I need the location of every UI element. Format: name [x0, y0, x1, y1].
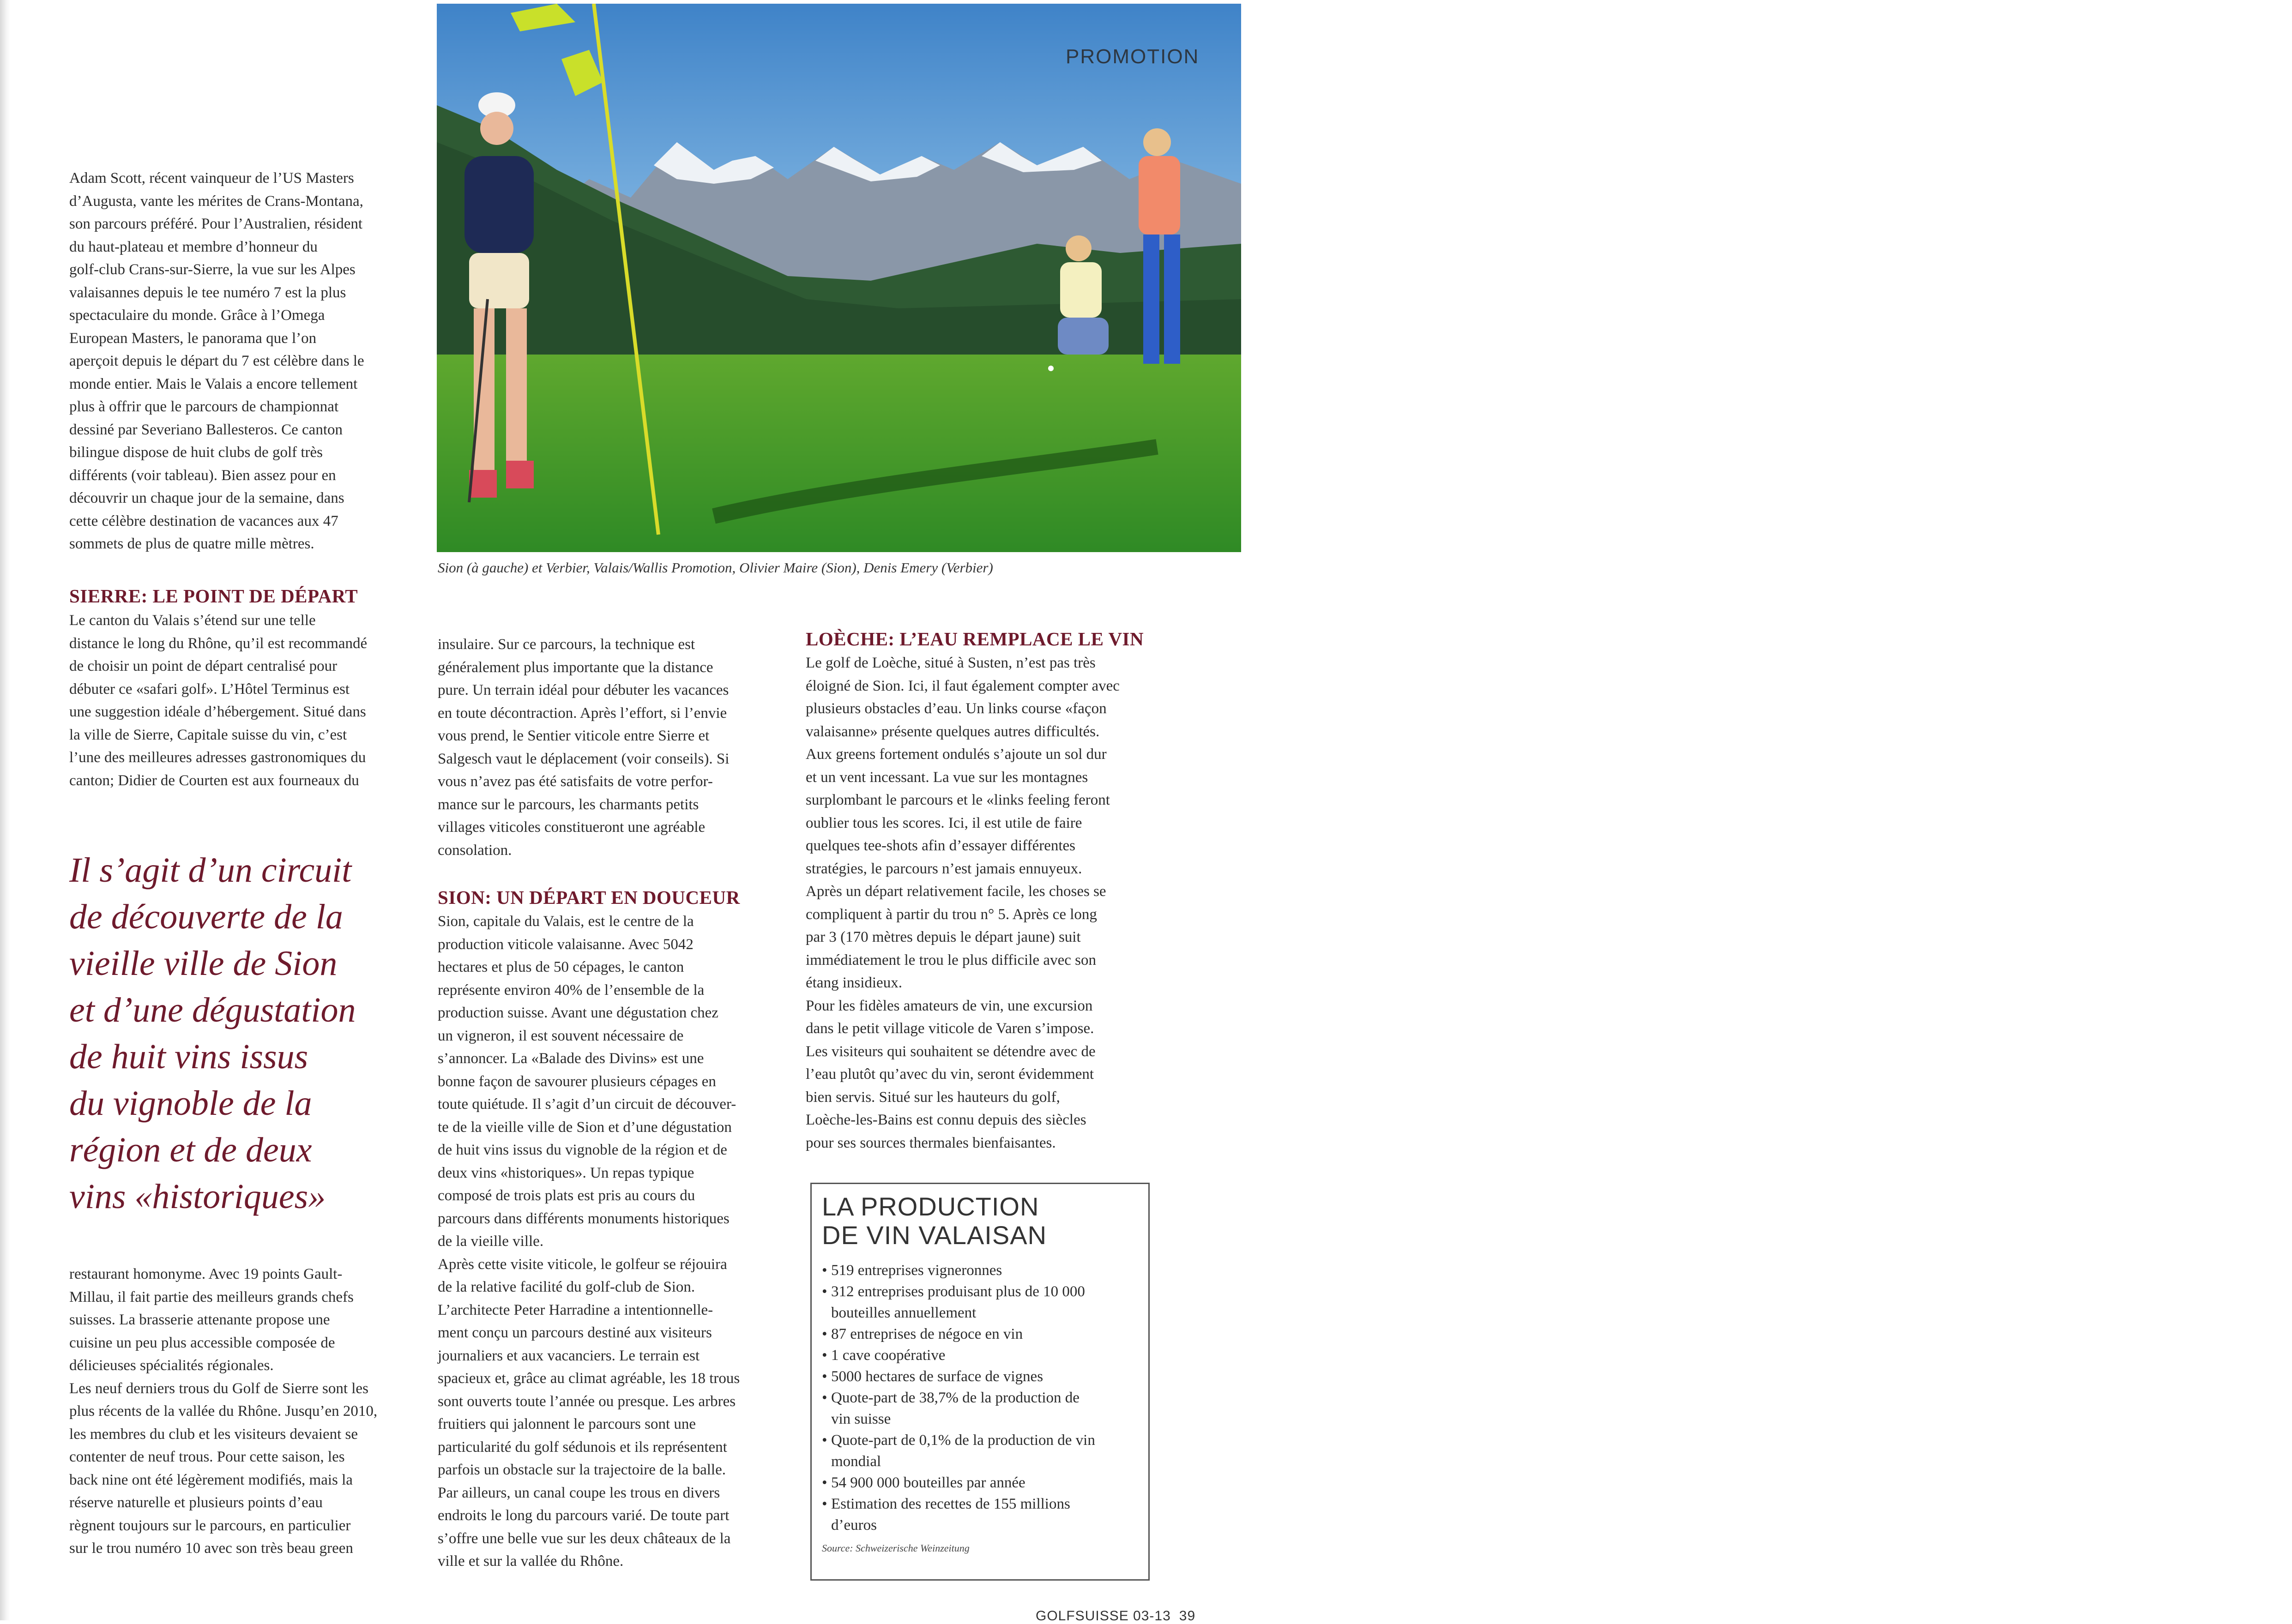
box-list-item: [822, 1323, 1138, 1345]
box-list-item: [822, 1472, 1138, 1493]
box-list-item-line: mondial: [831, 1453, 881, 1470]
text-line: cette célèbre destination de vacances aux 47: [69, 512, 338, 529]
box-list-item-line: • Estimation des recettes de 155 millions: [831, 1496, 1070, 1512]
box-list-item: [822, 1345, 1138, 1366]
text-line: bilingue dispose de huit clubs de golf très: [69, 444, 323, 461]
text-line: immédiatement le trou le plus difficile avec son: [806, 951, 1096, 968]
box-list-item-line: • Quote-part de 38,7% de la production de: [831, 1389, 1080, 1406]
text-line: découvrir un chaque jour de la semaine, dans: [69, 490, 344, 506]
pull-quote: [69, 847, 420, 1220]
text-line: L’architecte Peter Harradine a intentionnelle-: [438, 1301, 713, 1318]
text-line: distance le long du Rhône, qu’il est recommandé: [69, 635, 368, 652]
text-line: pour ses sources thermales bienfaisantes.: [806, 1134, 1056, 1151]
text-line: délicieuses spécialités régionales.: [69, 1357, 274, 1374]
text-line: de choisir un point de départ centralisé pour: [69, 658, 338, 674]
text-line: ville et sur la vallée du Rhône.: [438, 1553, 624, 1570]
box-list-item: [822, 1430, 1138, 1472]
wine-production-box: [810, 1183, 1150, 1581]
sierre-paragraph: [69, 609, 420, 792]
text-line: règnent toujours sur le parcours, en particulier: [69, 1517, 351, 1534]
box-list-item-line: • Quote-part de 0,1% de la production de vin: [831, 1432, 1095, 1449]
text-line: canton; Didier de Courten est aux fourneaux du: [69, 772, 359, 789]
pull-quote-line: vieille ville de Sion: [69, 944, 338, 983]
box-list-item-line: vin suisse: [831, 1411, 891, 1427]
text-line: par 3 (170 mètres depuis le départ jaune) suit: [806, 929, 1081, 945]
text-line: Pour les fidèles amateurs de vin, une excursion: [806, 997, 1093, 1014]
box-title-line: DE VIN VALAISAN: [822, 1221, 1047, 1250]
text-line: production suisse. Avant une dégustation chez: [438, 1004, 718, 1021]
text-line: valaisannes depuis le tee numéro 7 est la plus: [69, 284, 346, 301]
text-line: Après un départ relativement facile, les choses se: [806, 883, 1106, 900]
text-line: et un vent incessant. La vue sur les montagnes: [806, 769, 1088, 786]
text-line: plus récents de la vallée du Rhône. Jusqu’en 2010,: [69, 1403, 378, 1419]
text-line: un vigneron, il est souvent nécessaire de: [438, 1027, 684, 1044]
text-line: contenter de neuf trous. Pour cette saison, les: [69, 1449, 345, 1465]
text-line: monde entier. Mais le Valais a encore tellement: [69, 375, 358, 392]
box-list-item: [822, 1387, 1138, 1430]
loeche-paragraph: [806, 652, 1157, 1155]
text-line: vous n’avez pas été satisfaits de votre perfor-: [438, 773, 713, 790]
text-line: endroits le long du parcours varié. De toute part: [438, 1507, 730, 1524]
text-line: éloigné de Sion. Ici, il faut également compter avec: [806, 677, 1120, 694]
pull-quote-line: de huit vins issus: [69, 1037, 308, 1076]
text-line: composé de trois plats est pris au cours du: [438, 1187, 695, 1204]
text-line: plus à offrir que le parcours de championnat: [69, 398, 339, 415]
text-line: réserve naturelle et plusieurs points d’eau: [69, 1494, 323, 1511]
text-line: te de la vieille ville de Sion et d’une dégustation: [438, 1119, 732, 1136]
text-line: étang insidieux.: [806, 974, 902, 991]
box-list-item: [822, 1493, 1138, 1536]
text-line: Le golf de Loèche, situé à Susten, n’est pas très: [806, 655, 1096, 671]
box-title-line: LA PRODUCTION: [822, 1192, 1039, 1221]
text-line: l’eau plutôt qu’avec du vin, seront évidemment: [806, 1066, 1094, 1083]
box-list-item: [822, 1281, 1138, 1323]
text-line: de la vieille ville.: [438, 1233, 544, 1250]
golf-photo: [437, 4, 1241, 552]
text-line: restaurant homonyme. Avec 19 points Gault-: [69, 1266, 343, 1282]
text-line: une suggestion idéale d’hébergement. Situé dans: [69, 704, 366, 720]
heading-loeche: LOÈCHE: L’EAU REMPLACE LE VIN: [806, 628, 1144, 650]
text-line: oublier tous les scores. Ici, il est utile de faire: [806, 814, 1082, 831]
text-line: la ville de Sierre, Capitale suisse du vin, c’est: [69, 726, 347, 743]
page-number: 39: [1179, 1608, 1196, 1624]
text-line: spectaculaire du monde. Grâce à l’Omega: [69, 307, 325, 324]
page-footer: [1036, 1608, 1195, 1624]
text-line: European Masters, le panorama que l’on: [69, 330, 317, 347]
text-line: son parcours préféré. Pour l’Australien, résident: [69, 216, 363, 232]
text-line: fruitiers qui jalonnent le parcours sont une: [438, 1416, 696, 1432]
text-line: golf-club Crans-sur-Sierre, la vue sur les Alpes: [69, 261, 356, 278]
text-line: parcours dans différents monuments historiques: [438, 1210, 730, 1227]
text-line: back nine ont été légèrement modifiés, mais la: [69, 1471, 353, 1488]
text-line: pure. Un terrain idéal pour débuter les vacances: [438, 682, 729, 698]
text-line: valaisanne» présente quelques autres difficultés.: [806, 723, 1100, 740]
pull-quote-line: région et de deux: [69, 1131, 312, 1169]
section-label: PROMOTION: [1066, 45, 1200, 68]
text-line: consolation.: [438, 842, 512, 859]
sion-paragraph: [438, 910, 789, 1573]
box-list-item-line: • 54 900 000 bouteilles par année: [831, 1474, 1025, 1491]
text-line: différents (voir tableau). Bien assez pour en: [69, 467, 336, 484]
text-line: ment conçu un parcours destiné aux visiteurs: [438, 1324, 712, 1341]
text-line: Les neuf derniers trous du Golf de Sierre sont les: [69, 1380, 368, 1397]
pull-quote-line: et d’une dégustation: [69, 991, 356, 1029]
text-line: stratégies, le parcours n’est jamais ennuyeux.: [806, 860, 1082, 877]
text-line: sur le trou numéro 10 avec son très beau green: [69, 1540, 353, 1557]
text-line: s’offre une belle vue sur les deux châteaux de la: [438, 1530, 731, 1547]
sierre-continued-paragraph: [69, 1263, 420, 1560]
pull-quote-line: de découverte de la: [69, 897, 343, 936]
box-list: [822, 1260, 1138, 1536]
box-title: [822, 1192, 1138, 1250]
box-list-item-line: bouteilles annuellement: [831, 1305, 977, 1321]
text-line: de huit vins issus du vignoble de la région et de: [438, 1142, 727, 1158]
text-line: aperçoit depuis le départ du 7 est célèbre dans le: [69, 353, 364, 369]
text-line: journaliers et aux vacanciers. Le terrain est: [438, 1347, 700, 1364]
text-line: s’annoncer. La «Balade des Divins» est une: [438, 1050, 704, 1067]
magazine-name: GOLFSUISSE 03-13: [1036, 1608, 1171, 1624]
text-line: bien servis. Situé sur les hauteurs du golf,: [806, 1089, 1060, 1106]
text-line: vous prend, le Sentier viticole entre Sierre et: [438, 728, 710, 744]
text-line: débuter ce «safari golf». L’Hôtel Terminus est: [69, 680, 350, 698]
text-line: quelques tee-shots afin d’essayer différentes: [806, 837, 1076, 854]
text-line: suisses. La brasserie attenante propose une: [69, 1311, 330, 1328]
text-line: les membres du club et les visiteurs devaient se: [69, 1426, 358, 1443]
text-line: généralement plus importante que la distance: [438, 659, 713, 676]
text-line: deux vins «historiques». Un repas typique: [438, 1164, 694, 1181]
text-line: Aux greens fortement ondulés s’ajoute un sol dur: [806, 746, 1107, 763]
text-line: bonne façon de savourer plusieurs cépages en: [438, 1073, 716, 1090]
page-binding-edge: [0, 0, 10, 1620]
text-line: Sion, capitale du Valais, est le centre de la: [438, 913, 694, 930]
text-line: l’une des meilleures adresses gastronomiques du: [69, 749, 366, 766]
text-line: compliquent à partir du trou n° 5. Après ce long: [806, 906, 1097, 923]
text-line: hectares et plus de 50 cépages, le canton: [438, 959, 684, 975]
pull-quote-line: Il s’agit d’un circuit: [69, 851, 352, 890]
text-line: dessiné par Severiano Ballesteros. Ce canton: [69, 421, 343, 438]
text-line: cuisine un peu plus accessible composée de: [69, 1334, 335, 1351]
box-list-item-line: • 5000 hectares de surface de vignes: [831, 1368, 1043, 1385]
text-line: en toute décontraction. Après l’effort, si l’envie: [438, 704, 727, 722]
text-line: Adam Scott, récent vainqueur de l’US Masters: [69, 170, 354, 186]
text-line: surplombant le parcours et le «links feeling feront: [806, 792, 1110, 808]
text-line: mance sur le parcours, les charmants petits: [438, 796, 699, 813]
text-line: particularité du golf sédunois et ils représentent: [438, 1438, 727, 1456]
photo-caption: Sion (à gauche) et Verbier, Valais/Wallis Promotion, Olivier Maire (Sion), Denis Emery (Verbier): [438, 559, 993, 576]
text-line: Par ailleurs, un canal coupe les trous en divers: [438, 1484, 720, 1501]
text-line: parfois un obstacle sur la trajectoire de la balle.: [438, 1462, 726, 1478]
box-list-item-line: d’euros: [831, 1517, 877, 1534]
text-line: du haut-plateau et membre d’honneur du: [69, 238, 318, 255]
text-line: Salgesch vaut le déplacement (voir conseils). Si: [438, 750, 730, 767]
text-line: villages viticoles constitueront une agréable: [438, 819, 706, 836]
text-line: insulaire. Sur ce parcours, la technique est: [438, 636, 695, 653]
sierre-course-paragraph: [438, 633, 789, 862]
text-line: d’Augusta, vante les mérites de Crans-Montana,: [69, 192, 363, 210]
box-list-item-line: • 519 entreprises vigneronnes: [831, 1262, 1002, 1279]
text-line: représente environ 40% de l’ensemble de la: [438, 981, 705, 998]
text-line: dans le petit village viticole de Varen s’impose.: [806, 1020, 1094, 1037]
pull-quote-line: vins «historiques»: [69, 1177, 326, 1216]
box-list-item-line: • 1 cave coopérative: [831, 1347, 946, 1364]
text-line: production viticole valaisanne. Avec 5042: [438, 936, 694, 953]
intro-paragraph: [69, 167, 420, 556]
heading-sion: SION: UN DÉPART EN DOUCEUR: [438, 887, 740, 908]
pull-quote-line: du vignoble de la: [69, 1084, 312, 1123]
text-line: Après cette visite viticole, le golfeur se réjouira: [438, 1256, 727, 1273]
box-list-item-line: • 87 entreprises de négoce en vin: [831, 1326, 1023, 1342]
text-line: Le canton du Valais s’étend sur une telle: [69, 612, 316, 629]
text-line: Loèche-les-Bains est connu depuis des siècles: [806, 1112, 1086, 1128]
text-line: spacieux et, grâce au climat agréable, les 18 trous: [438, 1370, 740, 1387]
text-line: plusieurs obstacles d’eau. Un links course «façon: [806, 700, 1107, 717]
text-line: sont ouverts toute l’année ou presque. Les arbres: [438, 1393, 736, 1410]
text-line: Millau, il fait partie des meilleurs grands chefs: [69, 1288, 354, 1305]
box-list-item-line: • 312 entreprises produisant plus de 10 000: [831, 1283, 1085, 1300]
text-line: de la relative facilité du golf-club de Sion.: [438, 1279, 695, 1295]
text-line: toute quiétude. Il s’agit d’un circuit de découver-: [438, 1096, 736, 1113]
text-line: sommets de plus de quatre mille mètres.: [69, 535, 314, 552]
box-list-item: [822, 1366, 1138, 1387]
heading-sierre: SIERRE: LE POINT DE DÉPART: [69, 585, 358, 607]
text-line: Les visiteurs qui souhaitent se détendre avec de: [806, 1043, 1096, 1060]
box-list-item: [822, 1260, 1138, 1281]
box-source: Source: Schweizerische Weinzeitung: [822, 1542, 970, 1554]
